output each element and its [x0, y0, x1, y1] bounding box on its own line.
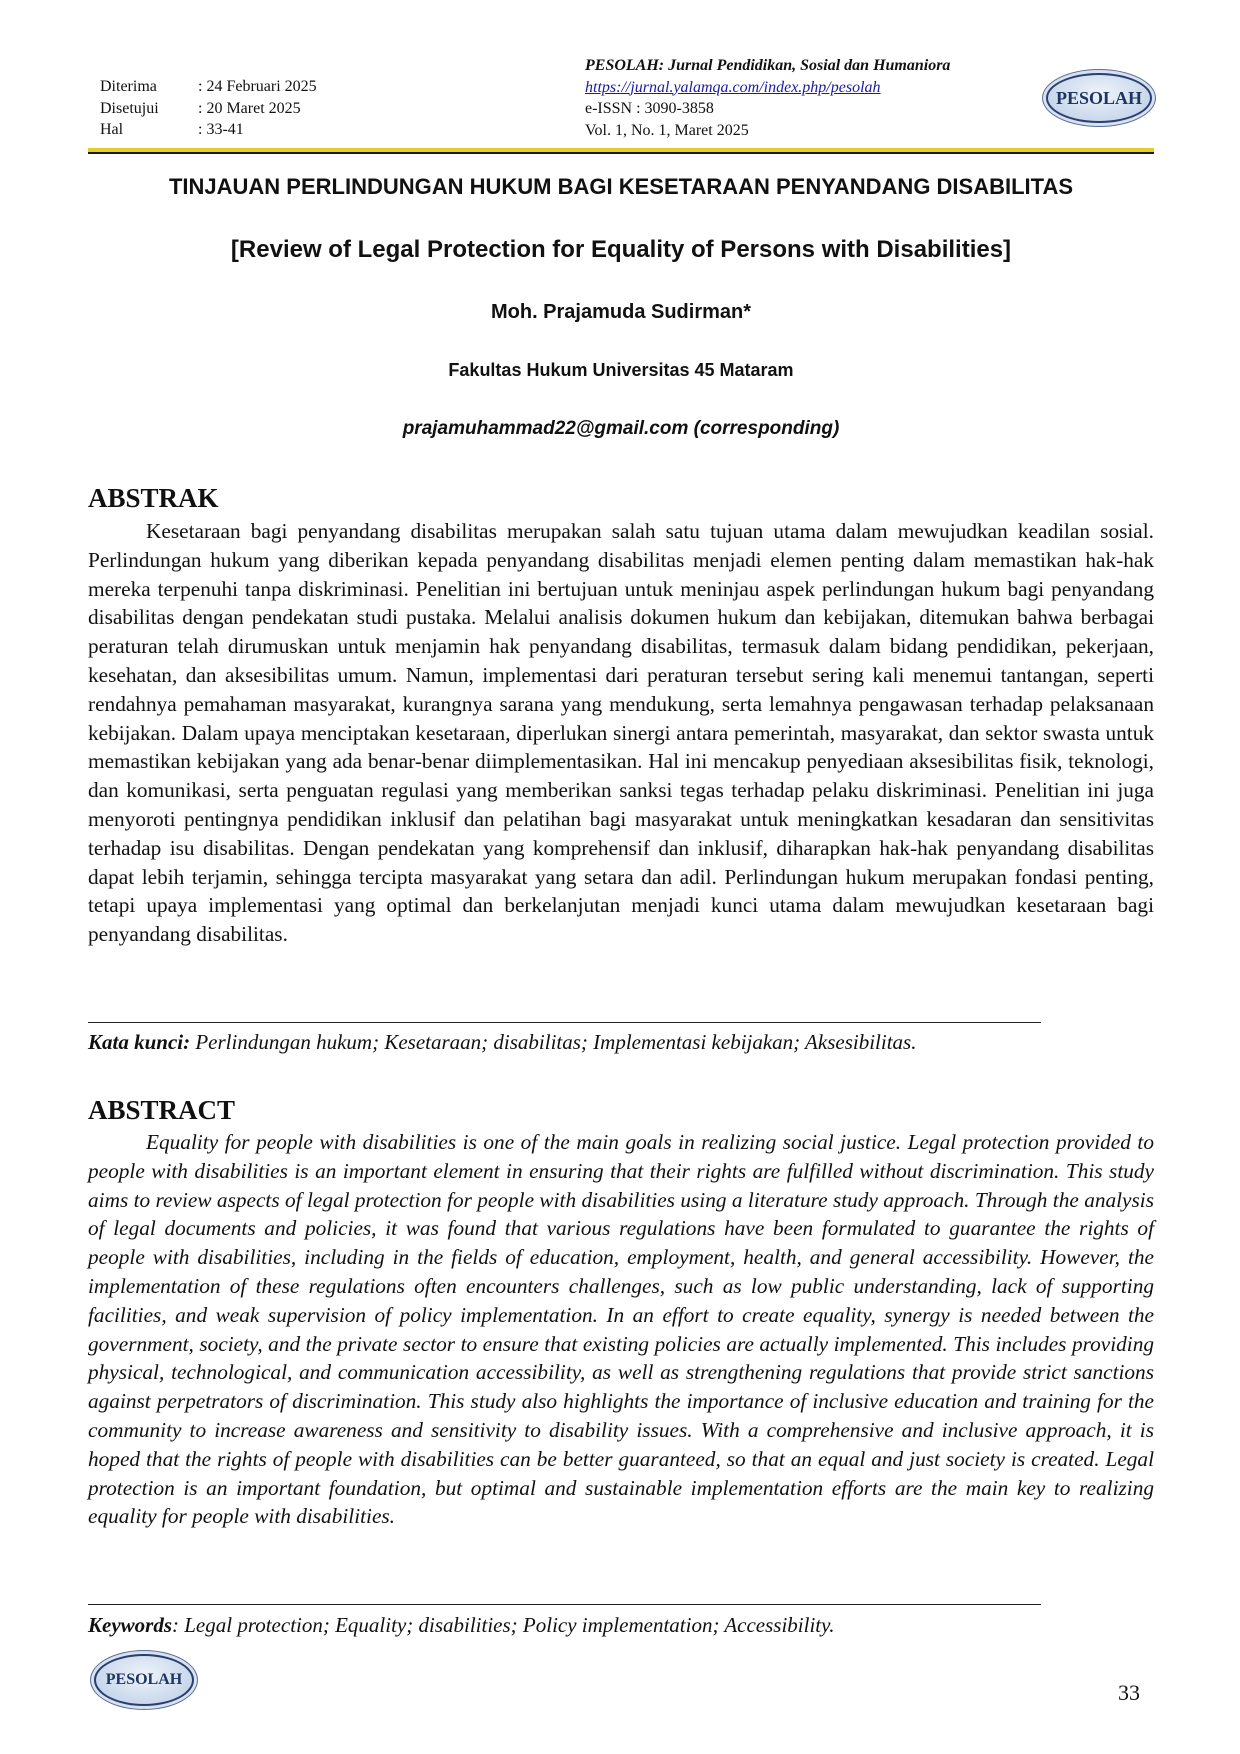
keywords-label: Keywords [88, 1613, 172, 1637]
abstract-text: Equality for people with disabilities is one of the main goals in realizing social justice. Legal protection provided to people with disabilities is an important element in ensuring that their rights are fulfilled without discrimination. This study aims to review aspects of legal protection for people with disabilities using a literature study approach. Through the analysis of legal documents and policies, it was found that various regulations have been formulated to guarantee the rights of people with disabilities, including in the fields of education, employment, health, and general accessibility. However, the implementation of these regulations often encounters challenges, such as low public understanding, lack of supporting facilities, and weak supervision of policy implementation. In an effort to create equality, synergy is needed between the government, society, and the private sector to ensure that existing policies are actually implemented. This includes providing physical, technological, and communication accessibility, as well as strengthening regulations that provide strict sanctions against perpetrators of discrimination. This study also highlights the importance of inclusive education and training for the community to increase awareness and sensitivity to disability issues. With a comprehensive and inclusive approach, it is hoped that the rights of people with disabilities can be better guaranteed, so that an equal and just society is created. Legal protection is an important foundation, but optimal and sustainable implementation efforts are the main key to realizing equality for people with disabilities. [88, 1130, 1154, 1529]
keywords [88, 1613, 835, 1638]
logo-text: PESOLAH [1055, 87, 1143, 108]
meta-label: Hal [100, 121, 124, 138]
logo-text: PESOLAH [105, 1671, 183, 1688]
journal-eissn: e-ISSN : 3090-3858 [585, 100, 714, 117]
kata-kunci [88, 1030, 916, 1055]
journal-title: PESOLAH: Jurnal Pendidikan, Sosial dan Humaniora [585, 57, 951, 74]
journal-url-link[interactable]: https://jurnal.yalamqa.com/index.php/pesolah [585, 78, 881, 96]
pesolah-footer-logo [94, 1654, 194, 1706]
abstrak-text: Kesetaraan bagi penyandang disabilitas merupakan salah satu tujuan utama dalam mewujudkan keadilan sosial. Perlindungan hukum yang diberikan kepada penyandang disabilitas menjadi elemen penting dalam memastikan hak-hak mereka terpenuhi tanpa diskriminasi. Penelitian ini bertujuan untuk meninjau aspek perlindungan hukum bagi penyandang disabilitas dengan pendekatan studi pustaka. Melalui analisis dokumen hukum dan kebijakan, ditemukan bahwa berbagai peraturan telah dirumuskan untuk menjamin hak penyandang disabilitas, termasuk dalam bidang pendidikan, pekerjaan, kesehatan, dan aksesibilitas umum. Namun, implementasi dari peraturan tersebut sering kali menemui tantangan, seperti rendahnya pemahaman masyarakat, kurangnya sarana yang mendukung, serta lemahnya pengawasan terhadap pelaksanaan kebijakan. Dalam upaya menciptakan kesetaraan, diperlukan sinergi antara pemerintah, masyarakat, dan sektor swasta untuk memastikan kebijakan yang ada benar-benar diimplementasikan. Hal ini mencakup penyediaan aksesibilitas fisik, teknologi, dan komunikasi, serta penguatan regulasi yang memberikan sanksi tegas terhadap pelaku diskriminasi. Penelitian ini juga menyoroti pentingnya pendidikan inklusif dan pelatihan bagi masyarakat untuk meningkatkan kesadaran dan sensitivitas terhadap isu disabilitas. Dengan pendekatan yang komprehensif dan inklusif, diharapkan hak-hak penyandang disabilitas dapat lebih terjamin, sehingga tercipta masyarakat yang setara dan adil. Perlindungan hukum merupakan fondasi penting, tetapi upaya implementasi yang optimal dan berkelanjutan menjadi kunci utama dalam mewujudkan kesetaraan bagi penyandang disabilitas. [88, 519, 1154, 947]
meta-received [100, 76, 317, 98]
header-divider [88, 148, 1154, 154]
pesolah-logo [1046, 73, 1152, 123]
keywords-divider [88, 1604, 1041, 1605]
submission-meta [100, 76, 317, 141]
meta-value: : 20 Maret 2025 [198, 99, 301, 117]
page-number: 33 [1118, 1680, 1140, 1705]
author-email: prajamuhammad22@gmail.com (corresponding) [402, 418, 840, 439]
author-affiliation: Fakultas Hukum Universitas 45 Mataram [448, 360, 794, 380]
abstrak-heading: ABSTRAK [88, 483, 219, 513]
keywords-divider [88, 1022, 1041, 1023]
author-name: Moh. Prajamuda Sudirman* [490, 301, 752, 323]
kata-kunci-list: Perlindungan hukum; Kesetaraan; disabilitas; Implementasi kebijakan; Aksesibilitas. [190, 1030, 917, 1054]
keywords-list: : Legal protection; Equality; disabilities; Policy implementation; Accessibility. [172, 1613, 835, 1637]
meta-label: Disetujui [100, 99, 159, 117]
journal-volume: Vol. 1, No. 1, Maret 2025 [585, 121, 749, 139]
journal-info [585, 55, 950, 141]
meta-value: : 24 Februari 2025 [198, 78, 317, 95]
meta-pages [100, 119, 317, 141]
meta-value: : 33-41 [198, 121, 244, 138]
article-title: TINJAUAN PERLINDUNGAN HUKUM BAGI KESETARAAN PENYANDANG DISABILITAS [168, 174, 1074, 199]
abstract-heading: ABSTRACT [88, 1095, 236, 1125]
article-subtitle: [Review of Legal Protection for Equality of Persons with Disabilities] [230, 236, 1012, 263]
kata-kunci-label: Kata kunci: [88, 1030, 191, 1054]
meta-label: Diterima [100, 78, 157, 95]
meta-approved [100, 98, 317, 120]
